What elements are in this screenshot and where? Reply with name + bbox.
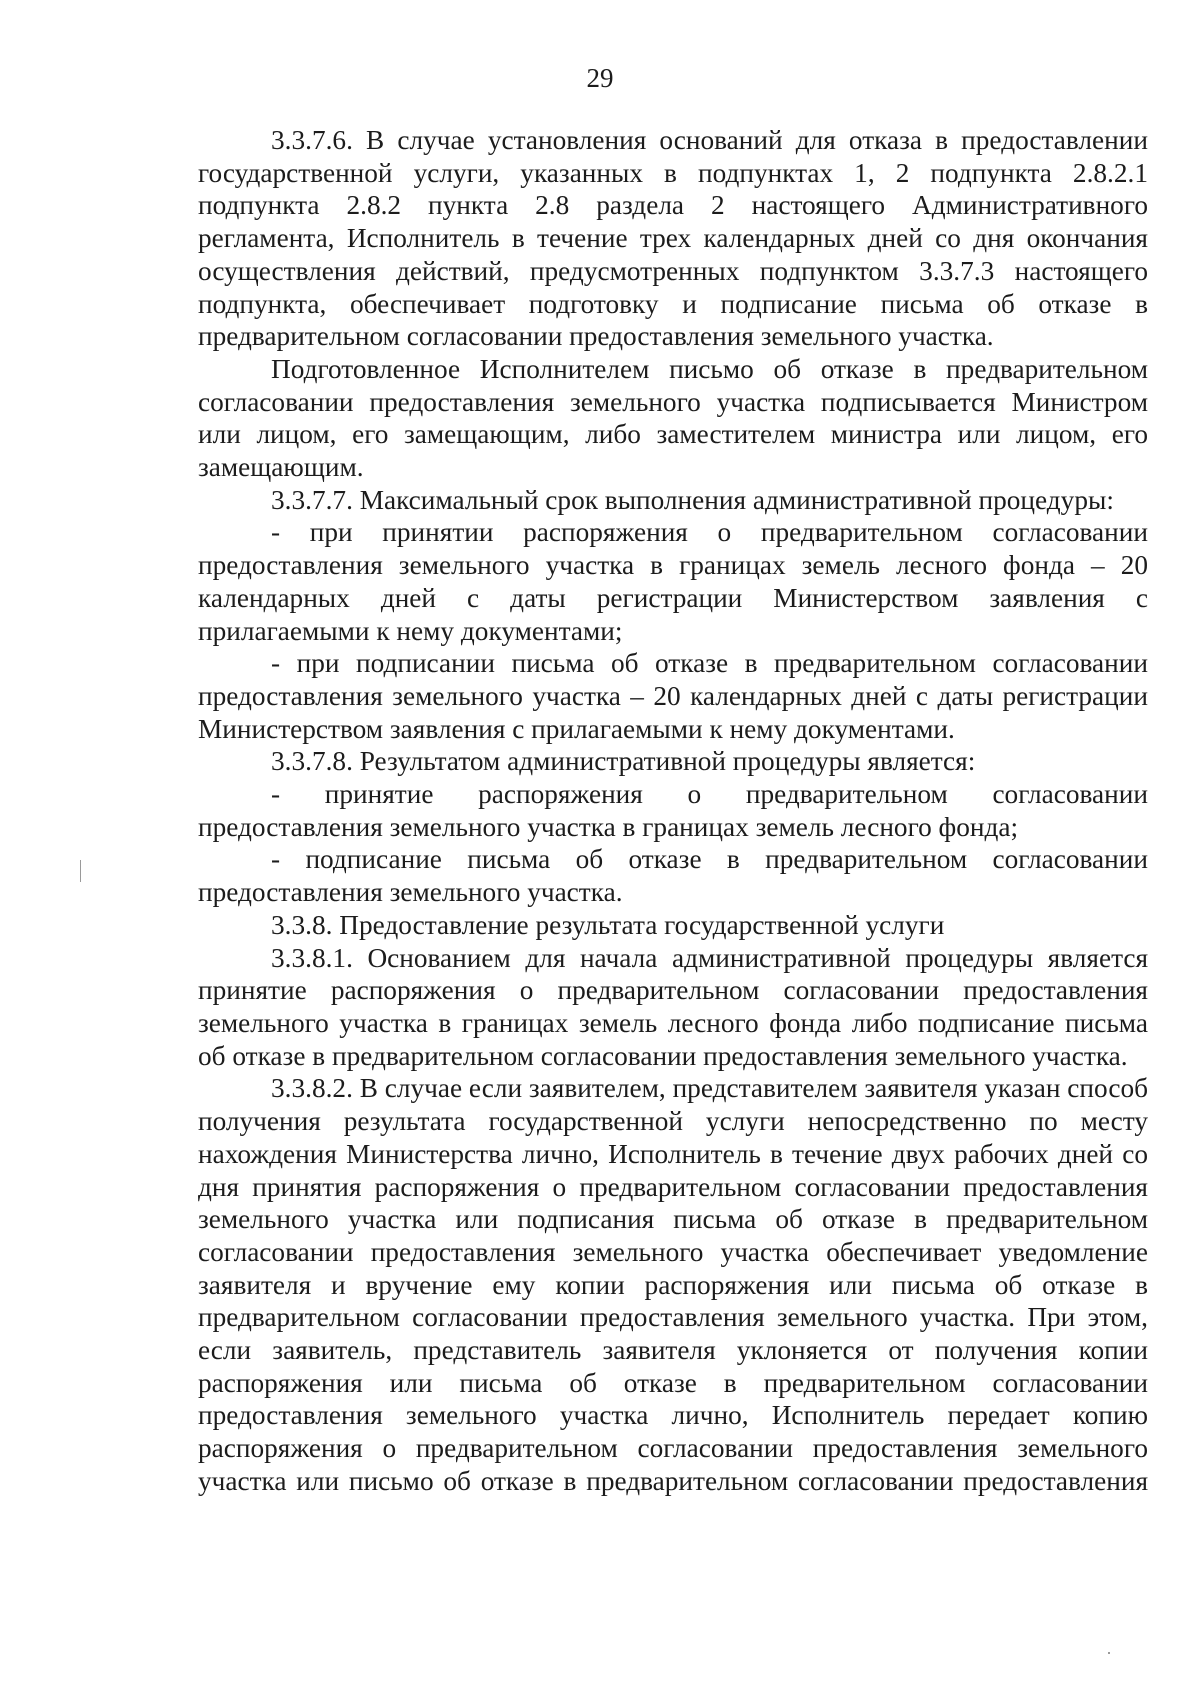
scan-mark-bottom (1108, 1652, 1110, 1654)
list-item-term-order: - при принятии распоряжения о предварительном согласовании предоставления земельного участка в границах земель лесного фонда – 20 календарных дней с даты регистрации Министерством заявления с прилагаемыми к нему документами; (198, 517, 1148, 646)
list-item-term-refusal: - при подписании письма об отказе в предварительном согласовании предоставления земельного участка – 20 календарных дней с даты регистрации Министерством заявления с прилагаемыми к нему документами. (198, 648, 1148, 744)
list-item-result-refusal: - подписание письма об отказе в предварительном согласовании предоставления земельного участка. (198, 844, 1148, 908)
paragraph-3-3-7-7: 3.3.7.7. Максимальный срок выполнения административной процедуры: (271, 484, 1114, 515)
paragraph-3-3-7-6: 3.3.7.6. В случае установления оснований для отказа в предоставлении государственной услуги, указанных в подпунктах 1, 2 подпункта 2.8.2.1 подпункта 2.8.2 пункта 2.8 раздела 2 настоящего Административного регламента, Исполнитель в течение трех календарных дней со дня окончания осуществления действий, предусмотренных подпунктом 3.3.7.3 настоящего подпункта, обеспечивает подготовку и подписание письма об отказе в предварительном согласовании предоставления земельного участка. (198, 125, 1148, 352)
paragraph-refusal-letter-signing: Подготовленное Исполнителем письмо об отказе в предварительном согласовании предоставления земельного участка подписывается Министром или лицом, его замещающим, либо заместителем министра или лицом, его замещающим. (198, 353, 1148, 483)
scan-mark-left (80, 860, 81, 882)
page-number: 29 (586, 63, 614, 93)
document-body (198, 124, 1148, 1498)
paragraph-3-3-8-2: 3.3.8.2. В случае если заявителем, представителем заявителя указан способ получения результата государственной услуги непосредственно по месту нахождения Министерства лично, Исполнитель в течение двух рабочих дней со дня принятия распоряжения о предварительном согласовании предоставления земельного участка или подписания письма об отказе в предварительном согласовании предоставления земельного участка обеспечивает уведомление заявителя и вручение ему копии распоряжения или письма об отказе в предварительном согласовании предоставления земельного участка. При этом, если заявитель, представитель заявителя уклоняется от получения копии распоряжения или письма об отказе в предварительном согласовании предоставления земельного участка лично, Исполнитель передает копию распоряжения о предварительном согласовании предоставления земельного участка или письмо об отказе в предварительном согласовании предоставления (198, 1073, 1148, 1496)
heading-3-3-8: 3.3.8. Предоставление результата государственной услуги (271, 909, 945, 940)
paragraph-3-3-7-8: 3.3.7.8. Результатом административной процедуры является: (271, 746, 976, 777)
list-item-result-order: - принятие распоряжения о предварительном согласовании предоставления земельного участка в границах земель лесного фонда; (198, 779, 1148, 842)
paragraph-3-3-8-1: 3.3.8.1. Основанием для начала административной процедуры является принятие распоряжения о предварительном согласовании предоставления земельного участка в границах земель лесного фонда либо подписание письма об отказе в предварительном согласовании предоставления земельного участка. (198, 942, 1148, 1071)
